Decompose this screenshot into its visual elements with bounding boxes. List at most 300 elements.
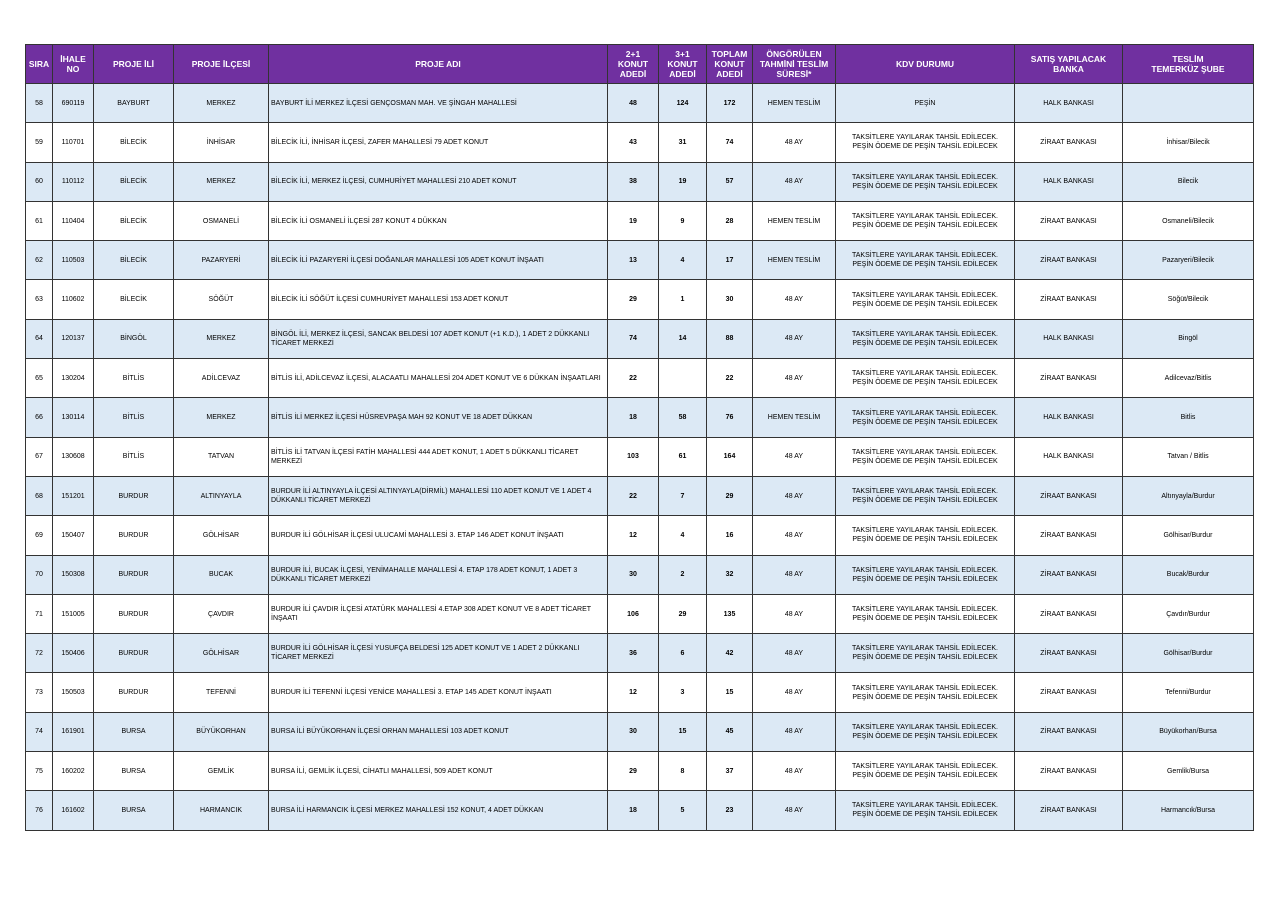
cell-teslim-sube: Gölhisar/Burdur — [1123, 634, 1254, 673]
cell-3-1-konut: 15 — [659, 712, 707, 751]
cell-sira: 73 — [26, 673, 53, 712]
cell-proje-ili: BİTLİS — [94, 437, 174, 476]
cell-teslim-suresi: 48 AY — [753, 712, 836, 751]
cell-satis-banka: ZİRAAT BANKASI — [1015, 594, 1123, 633]
cell-3-1-konut: 58 — [659, 398, 707, 437]
cell-satis-banka: ZİRAAT BANKASI — [1015, 359, 1123, 398]
cell-toplam-konut: 57 — [707, 162, 753, 201]
kdv-line: PEŞİN ÖDEME DE PEŞİN TAHSİL EDİLECEK — [852, 143, 998, 151]
table-row — [26, 594, 1254, 633]
cell-teslim-suresi: HEMEN TESLİM — [753, 201, 836, 240]
cell-proje-ilcesi: GÖLHİSAR — [174, 634, 269, 673]
cell-sira: 67 — [26, 437, 53, 476]
cell-3-1-konut: 14 — [659, 319, 707, 358]
table-row — [26, 673, 1254, 712]
cell-toplam-konut: 37 — [707, 752, 753, 791]
kdv-line: TAKSİTLERE YAYILARAK TAHSİL EDİLECEK. — [851, 448, 998, 456]
cell-teslim-suresi: HEMEN TESLİM — [753, 241, 836, 280]
cell-satis-banka: ZİRAAT BANKASI — [1015, 673, 1123, 712]
cell-proje-adi: BURSA İLİ BÜYÜKORHAN İLÇESİ ORHAN MAHALLESİ 103 ADET KONUT — [269, 712, 608, 751]
kdv-line: TAKSİTLERE YAYILARAK TAHSİL EDİLECEK. — [851, 645, 998, 653]
cell-proje-adi: BURSA İLİ, GEMLİK İLÇESİ, CİHATLI MAHALLESİ, 509 ADET KONUT — [269, 752, 608, 791]
cell-teslim-suresi: 48 AY — [753, 476, 836, 515]
cell-2-1-konut: 13 — [608, 241, 659, 280]
cell-satis-banka: ZİRAAT BANKASI — [1015, 476, 1123, 515]
cell-ihale-no: 110503 — [53, 241, 94, 280]
cell-kdv-durumu — [836, 319, 1015, 358]
header-3-1-konut: 3+1 KONUT ADEDİ — [659, 45, 707, 84]
cell-sira: 64 — [26, 319, 53, 358]
cell-3-1-konut — [659, 359, 707, 398]
cell-sira: 71 — [26, 594, 53, 633]
cell-satis-banka: HALK BANKASI — [1015, 84, 1123, 123]
cell-teslim-sube: Bingöl — [1123, 319, 1254, 358]
cell-kdv-durumu — [836, 241, 1015, 280]
cell-teslim-sube: Bilecik — [1123, 162, 1254, 201]
cell-teslim-suresi: 48 AY — [753, 634, 836, 673]
cell-kdv-durumu — [836, 437, 1015, 476]
cell-sira: 76 — [26, 791, 53, 830]
cell-teslim-sube: Söğüt/Bilecik — [1123, 280, 1254, 319]
cell-3-1-konut: 3 — [659, 673, 707, 712]
cell-2-1-konut: 38 — [608, 162, 659, 201]
cell-ihale-no: 161901 — [53, 712, 94, 751]
cell-proje-adi: BİLECİK İLİ PAZARYERİ İLÇESİ DOĞANLAR MAHALLESİ 105 ADET KONUT İNŞAATI — [269, 241, 608, 280]
cell-proje-ili: BİTLİS — [94, 398, 174, 437]
cell-3-1-konut: 5 — [659, 791, 707, 830]
cell-sira: 74 — [26, 712, 53, 751]
cell-ihale-no: 151005 — [53, 594, 94, 633]
cell-sira: 62 — [26, 241, 53, 280]
header-2-1-konut: 2+1 KONUT ADEDİ — [608, 45, 659, 84]
cell-3-1-konut: 1 — [659, 280, 707, 319]
cell-satis-banka: ZİRAAT BANKASI — [1015, 752, 1123, 791]
cell-proje-adi: BURDUR İLİ ALTINYAYLA İLÇESİ ALTINYAYLA(DİRMİL) MAHALLESİ 110 ADET KONUT VE 1 ADET 4 DÜKKANLI TİCARET MERKEZİ — [269, 476, 608, 515]
cell-proje-ili: BİLECİK — [94, 201, 174, 240]
cell-2-1-konut: 22 — [608, 476, 659, 515]
cell-sira: 65 — [26, 359, 53, 398]
cell-proje-ilcesi: TEFENNİ — [174, 673, 269, 712]
kdv-line: TAKSİTLERE YAYILARAK TAHSİL EDİLECEK. — [851, 291, 998, 299]
cell-proje-adi: BİLECİK İLİ OSMANELİ İLÇESİ 287 KONUT 4 DÜKKAN — [269, 201, 608, 240]
cell-satis-banka: ZİRAAT BANKASI — [1015, 634, 1123, 673]
cell-proje-ili: BURDUR — [94, 594, 174, 633]
cell-ihale-no: 110602 — [53, 280, 94, 319]
cell-proje-ili: BURSA — [94, 712, 174, 751]
cell-3-1-konut: 4 — [659, 241, 707, 280]
cell-teslim-sube: Altınyayla/Burdur — [1123, 476, 1254, 515]
cell-kdv-durumu — [836, 359, 1015, 398]
cell-teslim-suresi: HEMEN TESLİM — [753, 398, 836, 437]
kdv-line: PEŞİN ÖDEME DE PEŞİN TAHSİL EDİLECEK — [852, 300, 998, 308]
kdv-line: TAKSİTLERE YAYILARAK TAHSİL EDİLECEK. — [851, 527, 998, 535]
cell-satis-banka: ZİRAAT BANKASI — [1015, 201, 1123, 240]
kdv-line: PEŞİN ÖDEME DE PEŞİN TAHSİL EDİLECEK — [852, 811, 998, 819]
cell-toplam-konut: 30 — [707, 280, 753, 319]
cell-toplam-konut: 28 — [707, 201, 753, 240]
header-proje-ilcesi: PROJE İLÇESİ — [174, 45, 269, 84]
cell-2-1-konut: 30 — [608, 555, 659, 594]
cell-proje-ili: BİLECİK — [94, 241, 174, 280]
cell-proje-ili: BURDUR — [94, 673, 174, 712]
cell-proje-adi: BURDUR İLİ GÖLHİSAR İLÇESİ ULUCAMİ MAHALLESİ 3. ETAP 146 ADET KONUT İNŞAATI — [269, 516, 608, 555]
cell-teslim-sube: Pazaryeri/Bilecik — [1123, 241, 1254, 280]
table-header — [26, 45, 1254, 84]
cell-proje-adi: BURDUR İLİ, BUCAK İLÇESİ, YENİMAHALLE MAHALLESİ 4. ETAP 178 ADET KONUT, 1 ADET 3 DÜKKANLI TİCARET MERKEZİ — [269, 555, 608, 594]
cell-sira: 58 — [26, 84, 53, 123]
cell-toplam-konut: 135 — [707, 594, 753, 633]
table-row — [26, 437, 1254, 476]
cell-kdv-durumu — [836, 673, 1015, 712]
cell-proje-ili: BİLECİK — [94, 280, 174, 319]
cell-sira: 59 — [26, 123, 53, 162]
cell-sira: 61 — [26, 201, 53, 240]
cell-teslim-suresi: 48 AY — [753, 555, 836, 594]
cell-satis-banka: ZİRAAT BANKASI — [1015, 241, 1123, 280]
cell-ihale-no: 130608 — [53, 437, 94, 476]
cell-satis-banka: HALK BANKASI — [1015, 437, 1123, 476]
cell-3-1-konut: 9 — [659, 201, 707, 240]
cell-2-1-konut: 36 — [608, 634, 659, 673]
cell-ihale-no: 120137 — [53, 319, 94, 358]
kdv-line: TAKSİTLERE YAYILARAK TAHSİL EDİLECEK. — [851, 409, 998, 417]
cell-ihale-no: 110404 — [53, 201, 94, 240]
cell-proje-adi: BİTLİS İLİ MERKEZ İLÇESİ HÜSREVPAŞA MAH 92 KONUT VE 18 ADET DÜKKAN — [269, 398, 608, 437]
cell-proje-ili: BİTLİS — [94, 359, 174, 398]
cell-kdv-durumu — [836, 791, 1015, 830]
cell-2-1-konut: 18 — [608, 398, 659, 437]
cell-sira: 70 — [26, 555, 53, 594]
cell-teslim-sube: İnhisar/Bilecik — [1123, 123, 1254, 162]
cell-toplam-konut: 74 — [707, 123, 753, 162]
cell-satis-banka: HALK BANKASI — [1015, 319, 1123, 358]
cell-toplam-konut: 164 — [707, 437, 753, 476]
cell-toplam-konut: 32 — [707, 555, 753, 594]
cell-proje-adi: BİLECİK İLİ SÖĞÜT İLÇESİ CUMHURİYET MAHALLESİ 153 ADET KONUT — [269, 280, 608, 319]
cell-kdv-durumu — [836, 712, 1015, 751]
cell-toplam-konut: 172 — [707, 84, 753, 123]
cell-sira: 69 — [26, 516, 53, 555]
kdv-line: TAKSİTLERE YAYILARAK TAHSİL EDİLECEK. — [851, 566, 998, 574]
cell-proje-ilcesi: SÖĞÜT — [174, 280, 269, 319]
cell-2-1-konut: 19 — [608, 201, 659, 240]
cell-teslim-suresi: 48 AY — [753, 162, 836, 201]
cell-2-1-konut: 12 — [608, 516, 659, 555]
kdv-line: TAKSİTLERE YAYILARAK TAHSİL EDİLECEK. — [851, 370, 998, 378]
cell-3-1-konut: 7 — [659, 476, 707, 515]
cell-ihale-no: 130204 — [53, 359, 94, 398]
header-satis-banka: SATIŞ YAPILACAK BANKA — [1015, 45, 1123, 84]
table-row — [26, 359, 1254, 398]
table-row — [26, 162, 1254, 201]
cell-teslim-sube — [1123, 84, 1254, 123]
kdv-line: PEŞİN ÖDEME DE PEŞİN TAHSİL EDİLECEK — [852, 772, 998, 780]
cell-teslim-sube: Gölhisar/Burdur — [1123, 516, 1254, 555]
cell-3-1-konut: 31 — [659, 123, 707, 162]
cell-3-1-konut: 124 — [659, 84, 707, 123]
cell-teslim-suresi: 48 AY — [753, 359, 836, 398]
header-ihale-no: İHALE NO — [53, 45, 94, 84]
cell-proje-ilcesi: ALTINYAYLA — [174, 476, 269, 515]
cell-satis-banka: ZİRAAT BANKASI — [1015, 123, 1123, 162]
cell-2-1-konut: 30 — [608, 712, 659, 751]
cell-proje-ilcesi: MERKEZ — [174, 319, 269, 358]
cell-proje-ilcesi: MERKEZ — [174, 84, 269, 123]
table-row — [26, 555, 1254, 594]
kdv-line: TAKSİTLERE YAYILARAK TAHSİL EDİLECEK. — [851, 802, 998, 810]
cell-toplam-konut: 42 — [707, 634, 753, 673]
cell-proje-ilcesi: GEMLİK — [174, 752, 269, 791]
cell-teslim-sube: Osmaneli/Bilecik — [1123, 201, 1254, 240]
kdv-line: PEŞİN ÖDEME DE PEŞİN TAHSİL EDİLECEK — [852, 261, 998, 269]
cell-proje-ili: BİNGÖL — [94, 319, 174, 358]
header-teslim-sube: TESLİM TEMERKÜZ ŞUBE — [1123, 45, 1254, 84]
cell-teslim-suresi: 48 AY — [753, 123, 836, 162]
cell-satis-banka: ZİRAAT BANKASI — [1015, 712, 1123, 751]
cell-proje-ili: BURDUR — [94, 516, 174, 555]
table-row — [26, 634, 1254, 673]
cell-satis-banka: ZİRAAT BANKASI — [1015, 555, 1123, 594]
cell-teslim-sube: Gemlik/Bursa — [1123, 752, 1254, 791]
cell-proje-adi: BİLECİK İLİ, İNHİSAR İLÇESİ, ZAFER MAHALLESİ 79 ADET KONUT — [269, 123, 608, 162]
cell-teslim-suresi: 48 AY — [753, 516, 836, 555]
kdv-line: TAKSİTLERE YAYILARAK TAHSİL EDİLECEK. — [851, 606, 998, 613]
kdv-line: PEŞİN ÖDEME DE PEŞİN TAHSİL EDİLECEK — [852, 497, 998, 505]
cell-proje-ilcesi: MERKEZ — [174, 398, 269, 437]
cell-2-1-konut: 103 — [608, 437, 659, 476]
cell-ihale-no: 110701 — [53, 123, 94, 162]
cell-2-1-konut: 43 — [608, 123, 659, 162]
cell-kdv-durumu — [836, 84, 1015, 123]
cell-proje-ilcesi: ÇAVDIR — [174, 594, 269, 633]
kdv-line: PEŞİN ÖDEME DE PEŞİN TAHSİL EDİLECEK — [852, 379, 998, 387]
cell-toplam-konut: 16 — [707, 516, 753, 555]
cell-3-1-konut: 2 — [659, 555, 707, 594]
cell-ihale-no: 150503 — [53, 673, 94, 712]
cell-proje-adi: BİTLİS İLİ, ADİLCEVAZ İLÇESİ, ALACAATLI MAHALLESİ 204 ADET KONUT VE 6 DÜKKAN İNŞAATLARI — [269, 359, 608, 398]
cell-ihale-no: 110112 — [53, 162, 94, 201]
cell-3-1-konut: 8 — [659, 752, 707, 791]
table-row — [26, 791, 1254, 830]
cell-kdv-durumu — [836, 752, 1015, 791]
cell-proje-ilcesi: GÖLHİSAR — [174, 516, 269, 555]
table-row — [26, 84, 1254, 123]
table-row — [26, 123, 1254, 162]
cell-teslim-suresi: 48 AY — [753, 752, 836, 791]
header-toplam-konut: TOPLAM KONUT ADEDİ — [707, 45, 753, 84]
header-kdv-durumu: KDV DURUMU — [836, 45, 1015, 84]
cell-2-1-konut: 29 — [608, 752, 659, 791]
cell-toplam-konut: 45 — [707, 712, 753, 751]
cell-2-1-konut: 48 — [608, 84, 659, 123]
cell-kdv-durumu — [836, 476, 1015, 515]
cell-satis-banka: ZİRAAT BANKASI — [1015, 280, 1123, 319]
table-row — [26, 280, 1254, 319]
project-table — [25, 44, 1254, 831]
cell-teslim-sube: Tatvan / Bitlis — [1123, 437, 1254, 476]
cell-satis-banka: ZİRAAT BANKASI — [1015, 791, 1123, 830]
kdv-line: TAKSİTLERE YAYILARAK TAHSİL EDİLECEK. — [851, 330, 998, 338]
cell-ihale-no: 150308 — [53, 555, 94, 594]
cell-toplam-konut: 29 — [707, 476, 753, 515]
cell-proje-ilcesi: HARMANCIK — [174, 791, 269, 830]
cell-toplam-konut: 22 — [707, 359, 753, 398]
cell-proje-ilcesi: BÜYÜKORHAN — [174, 712, 269, 751]
cell-sira: 60 — [26, 162, 53, 201]
cell-proje-ili: BURSA — [94, 791, 174, 830]
cell-proje-ilcesi: PAZARYERİ — [174, 241, 269, 280]
kdv-line: PEŞİN ÖDEME DE PEŞİN TAHSİL EDİLECEK — [852, 732, 998, 740]
header-row — [26, 45, 1254, 84]
cell-3-1-konut: 29 — [659, 594, 707, 633]
cell-ihale-no: 151201 — [53, 476, 94, 515]
cell-sira: 72 — [26, 634, 53, 673]
cell-proje-ilcesi: İNHİSAR — [174, 123, 269, 162]
cell-kdv-durumu — [836, 162, 1015, 201]
kdv-line: PEŞİN ÖDEME DE PEŞİN TAHSİL EDİLECEK — [852, 222, 998, 230]
cell-kdv-durumu — [836, 516, 1015, 555]
cell-satis-banka: ZİRAAT BANKASI — [1015, 516, 1123, 555]
cell-proje-ilcesi: MERKEZ — [174, 162, 269, 201]
kdv-line: PEŞİN ÖDEME DE PEŞİN TAHSİL EDİLECEK — [852, 575, 998, 583]
cell-proje-adi: BURDUR İLİ TEFENNİ İLÇESİ YENİCE MAHALLESİ 3. ETAP 145 ADET KONUT İNŞAATI — [269, 673, 608, 712]
cell-teslim-sube: Büyükorhan/Bursa — [1123, 712, 1254, 751]
cell-kdv-durumu — [836, 123, 1015, 162]
cell-kdv-durumu — [836, 398, 1015, 437]
kdv-line: PEŞİN ÖDEME DE PEŞİN TAHSİL EDİLECEK — [852, 654, 998, 662]
kdv-line: TAKSİTLERE YAYILARAK TAHSİL EDİLECEK. — [851, 252, 998, 260]
cell-2-1-konut: 74 — [608, 319, 659, 358]
cell-teslim-suresi: 48 AY — [753, 437, 836, 476]
cell-satis-banka: HALK BANKASI — [1015, 398, 1123, 437]
cell-teslim-sube: Bucak/Burdur — [1123, 555, 1254, 594]
cell-proje-adi: BİLECİK İLİ, MERKEZ İLÇESİ, CUMHURİYET MAHALLESİ 210 ADET KONUT — [269, 162, 608, 201]
cell-teslim-sube: Bitlis — [1123, 398, 1254, 437]
cell-teslim-sube: Adilcevaz/Bitlis — [1123, 359, 1254, 398]
kdv-line: PEŞİN ÖDEME DE PEŞİN TAHSİL EDİLECEK — [852, 182, 998, 190]
header-sira: SIRA — [26, 45, 53, 84]
cell-kdv-durumu — [836, 280, 1015, 319]
cell-proje-adi: BAYBURT İLİ MERKEZ İLÇESİ GENÇOSMAN MAH. VE ŞİNGAH MAHALLESİ — [269, 84, 608, 123]
table-row — [26, 712, 1254, 751]
cell-proje-adi: BURSA İLİ HARMANCIK İLÇESİ MERKEZ MAHALLESİ 152 KONUT, 4 ADET DÜKKAN — [269, 791, 608, 830]
cell-proje-ili: BURDUR — [94, 476, 174, 515]
cell-proje-adi: BİTLİS İLİ TATVAN İLÇESİ FATİH MAHALLESİ 444 ADET KONUT, 1 ADET 5 DÜKKANLI TİCARET MERKEZİ — [269, 437, 608, 476]
cell-ihale-no: 160202 — [53, 752, 94, 791]
kdv-line: TAKSİTLERE YAYILARAK TAHSİL EDİLECEK. — [851, 213, 998, 221]
cell-proje-ilcesi: TATVAN — [174, 437, 269, 476]
cell-3-1-konut: 4 — [659, 516, 707, 555]
cell-ihale-no: 690119 — [53, 84, 94, 123]
cell-2-1-konut: 22 — [608, 359, 659, 398]
table-row — [26, 201, 1254, 240]
cell-proje-ili: BAYBURT — [94, 84, 174, 123]
cell-toplam-konut: 88 — [707, 319, 753, 358]
cell-proje-ilcesi: ADİLCEVAZ — [174, 359, 269, 398]
cell-ihale-no: 150406 — [53, 634, 94, 673]
cell-proje-ili: BURDUR — [94, 634, 174, 673]
cell-kdv-durumu — [836, 594, 1015, 633]
kdv-line: PEŞİN ÖDEME DE PEŞİN TAHSİL EDİLECEK — [852, 615, 998, 622]
cell-teslim-suresi: 48 AY — [753, 673, 836, 712]
kdv-line: TAKSİTLERE YAYILARAK TAHSİL EDİLECEK. — [851, 134, 998, 142]
kdv-line: PEŞİN ÖDEME DE PEŞİN TAHSİL EDİLECEK — [852, 693, 998, 701]
cell-sira: 75 — [26, 752, 53, 791]
cell-proje-adi: BURDUR İLİ ÇAVDIR İLÇESİ ATATÜRK MAHALLESİ 4.ETAP 308 ADET KONUT VE 8 ADET TİCARET İNŞAATI — [269, 594, 608, 633]
cell-ihale-no: 161602 — [53, 791, 94, 830]
cell-toplam-konut: 76 — [707, 398, 753, 437]
table-body — [26, 84, 1254, 831]
kdv-line: TAKSİTLERE YAYILARAK TAHSİL EDİLECEK. — [851, 173, 998, 181]
table-row — [26, 241, 1254, 280]
cell-3-1-konut: 6 — [659, 634, 707, 673]
cell-2-1-konut: 29 — [608, 280, 659, 319]
cell-toplam-konut: 17 — [707, 241, 753, 280]
cell-kdv-durumu — [836, 555, 1015, 594]
cell-teslim-sube: Harmancık/Bursa — [1123, 791, 1254, 830]
cell-sira: 66 — [26, 398, 53, 437]
cell-teslim-suresi: 48 AY — [753, 319, 836, 358]
table-row — [26, 398, 1254, 437]
table-row — [26, 516, 1254, 555]
kdv-line: TAKSİTLERE YAYILARAK TAHSİL EDİLECEK. — [851, 684, 998, 692]
kdv-line: PEŞİN ÖDEME DE PEŞİN TAHSİL EDİLECEK — [852, 418, 998, 426]
table-row — [26, 319, 1254, 358]
kdv-line: PEŞİN ÖDEME DE PEŞİN TAHSİL EDİLECEK — [852, 536, 998, 544]
cell-proje-ili: BİLECİK — [94, 123, 174, 162]
cell-2-1-konut: 18 — [608, 791, 659, 830]
cell-teslim-suresi: 48 AY — [753, 594, 836, 633]
cell-toplam-konut: 23 — [707, 791, 753, 830]
cell-sira: 68 — [26, 476, 53, 515]
cell-teslim-suresi: HEMEN TESLİM — [753, 84, 836, 123]
cell-3-1-konut: 19 — [659, 162, 707, 201]
cell-2-1-konut: 12 — [608, 673, 659, 712]
cell-teslim-suresi: 48 AY — [753, 280, 836, 319]
kdv-line: PEŞİN ÖDEME DE PEŞİN TAHSİL EDİLECEK — [852, 457, 998, 465]
cell-proje-ili: BURDUR — [94, 555, 174, 594]
cell-ihale-no: 150407 — [53, 516, 94, 555]
cell-proje-ilcesi: OSMANELİ — [174, 201, 269, 240]
cell-teslim-sube: Çavdır/Burdur — [1123, 594, 1254, 633]
cell-satis-banka: HALK BANKASI — [1015, 162, 1123, 201]
cell-proje-ili: BİLECİK — [94, 162, 174, 201]
cell-proje-ili: BURSA — [94, 752, 174, 791]
cell-proje-ilcesi: BUCAK — [174, 555, 269, 594]
cell-sira: 63 — [26, 280, 53, 319]
kdv-line: PEŞİN — [914, 99, 936, 107]
cell-ihale-no: 130114 — [53, 398, 94, 437]
cell-toplam-konut: 15 — [707, 673, 753, 712]
kdv-line: TAKSİTLERE YAYILARAK TAHSİL EDİLECEK. — [851, 763, 998, 771]
kdv-line: TAKSİTLERE YAYILARAK TAHSİL EDİLECEK. — [851, 488, 998, 496]
kdv-line: PEŞİN ÖDEME DE PEŞİN TAHSİL EDİLECEK — [852, 339, 998, 347]
table-row — [26, 476, 1254, 515]
cell-3-1-konut: 61 — [659, 437, 707, 476]
header-teslim-suresi: ÖNGÖRÜLEN TAHMİNİ TESLİM SÜRESİ* — [753, 45, 836, 84]
kdv-line: TAKSİTLERE YAYILARAK TAHSİL EDİLECEK. — [851, 723, 998, 731]
header-proje-ili: PROJE İLİ — [94, 45, 174, 84]
cell-kdv-durumu — [836, 201, 1015, 240]
header-proje-adi: PROJE ADI — [269, 45, 608, 84]
cell-kdv-durumu — [836, 634, 1015, 673]
cell-2-1-konut: 106 — [608, 594, 659, 633]
cell-teslim-sube: Tefenni/Burdur — [1123, 673, 1254, 712]
table-row — [26, 752, 1254, 791]
cell-proje-adi: BİNGÖL İLİ, MERKEZ İLÇESİ, SANCAK BELDESİ 107 ADET KONUT (+1 K.D.), 1 ADET 2 DÜKKANLI TİCARET MERKEZİ — [269, 319, 608, 358]
cell-teslim-suresi: 48 AY — [753, 791, 836, 830]
cell-proje-adi: BURDUR İLİ GÖLHİSAR İLÇESİ YUSUFÇA BELDESİ 125 ADET KONUT VE 1 ADET 2 DÜKKANLI TİCARET MERKEZİ — [269, 634, 608, 673]
